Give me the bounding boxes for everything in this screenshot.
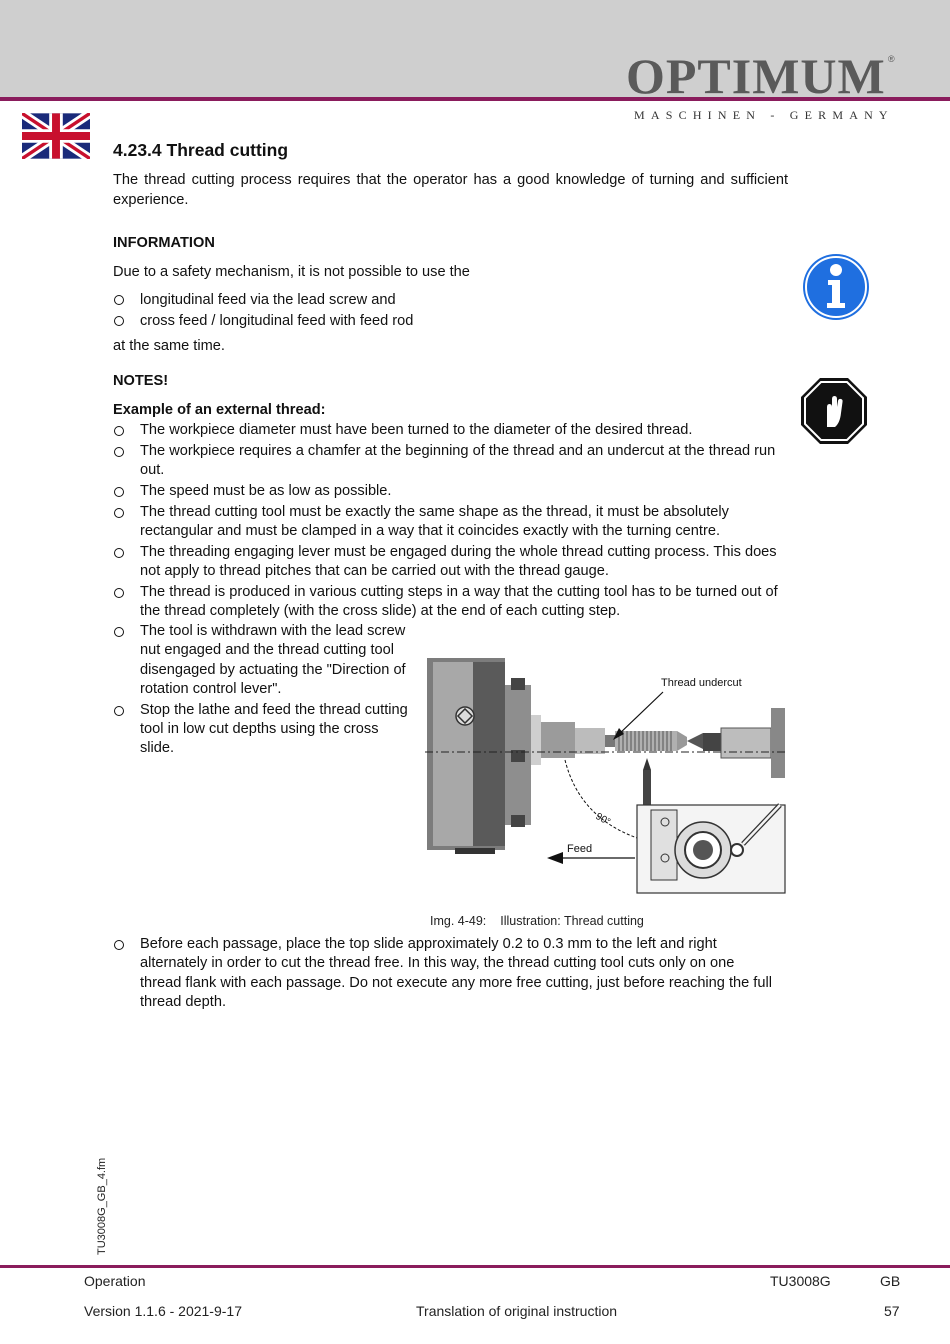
footer-language: GB (880, 1273, 901, 1289)
list-item: Before each passage, place the top slide approximately 0.2 to 0.3 mm to the left and right alternately in order to cut the thread free. In this way, the thread cutting tool cuts only on one thread flank with each passage. Do not execute any more free cutting, just before reaching the full thread depth. (113, 935, 778, 1012)
list-item: cross feed / longitudinal feed with feed rod (113, 311, 788, 332)
information-icon (802, 253, 870, 321)
notes-subheading: Example of an external thread: (113, 402, 326, 418)
section-title: 4.23.4 Thread cutting (113, 140, 289, 160)
list-item: The thread cutting tool must be exactly the same shape as the thread, it must be absolutely rectangular and must be clamped in a way that it coincides exactly with the turning centre. (113, 503, 793, 542)
brand-name: OPTIMUM (626, 48, 886, 104)
notes-list (113, 421, 793, 623)
uk-flag-icon (22, 113, 90, 159)
brand-tagline: MASCHINEN - GERMANY (634, 108, 894, 122)
list-item: The tool is withdrawn with the lead screw nut engaged and the thread cutting tool disengaged by actuating the "Direction of rotation control lever". (113, 622, 413, 699)
information-heading: INFORMATION (113, 235, 215, 251)
stop-hand-icon (800, 377, 868, 445)
list-item: The threading engaging lever must be engaged during the whole thread cutting process. This does not apply to thread pitches that can be carried out with the thread gauge. (113, 543, 793, 582)
footer-page-number: 57 (884, 1303, 900, 1319)
list-item: The workpiece requires a chamfer at the beginning of the thread and an undercut at the thread run out. (113, 442, 793, 481)
footer-chapter: Operation (84, 1273, 146, 1289)
information-tail: at the same time. (113, 338, 225, 354)
list-item: longitudinal feed via the lead screw and (113, 290, 788, 311)
list-item: The workpiece diameter must have been turned to the diameter of the desired thread. (113, 421, 793, 440)
thread-cutting-illustration (425, 600, 787, 905)
notes-narrow-list (113, 622, 413, 759)
figure-caption (430, 914, 658, 928)
brand-registered-mark: ® (888, 54, 895, 64)
intro-paragraph: The thread cutting process requires that the operator has a good knowledge of turning and sufficient experience. (113, 172, 788, 208)
list-item: The speed must be as low as possible. (113, 482, 793, 501)
footer-version: Version 1.1.6 - 2021-9-17 (84, 1303, 242, 1319)
list-item: Stop the lathe and feed the thread cutting tool in low cut depths using the cross slide. (113, 701, 413, 759)
figure-number: Img. 4-49: (430, 914, 487, 928)
footer-translation: Translation of original instruction (416, 1303, 618, 1319)
brand-logo (626, 50, 916, 130)
footer-rule (0, 1265, 950, 1268)
feed-label: Feed (567, 843, 593, 855)
information-lead: Due to a safety mechanism, it is not possible to use the (113, 264, 470, 280)
angle-label: 90° (593, 811, 613, 829)
footer-model: TU3008G (770, 1273, 831, 1289)
side-filename: TU3008G_GB_4.fm (96, 1157, 108, 1255)
information-list (113, 290, 788, 331)
notes-heading: NOTES! (113, 373, 169, 389)
list-item: The thread is produced in various cutting steps in a way that the cutting tool has to be turned out of the thread completely (with the cross slide) at the end of each cutting step. (113, 583, 793, 622)
thread-undercut-label: Thread undercut (661, 677, 742, 689)
notes-final-list (113, 935, 778, 1012)
figure-caption-text: Illustration: Thread cutting (500, 914, 644, 928)
